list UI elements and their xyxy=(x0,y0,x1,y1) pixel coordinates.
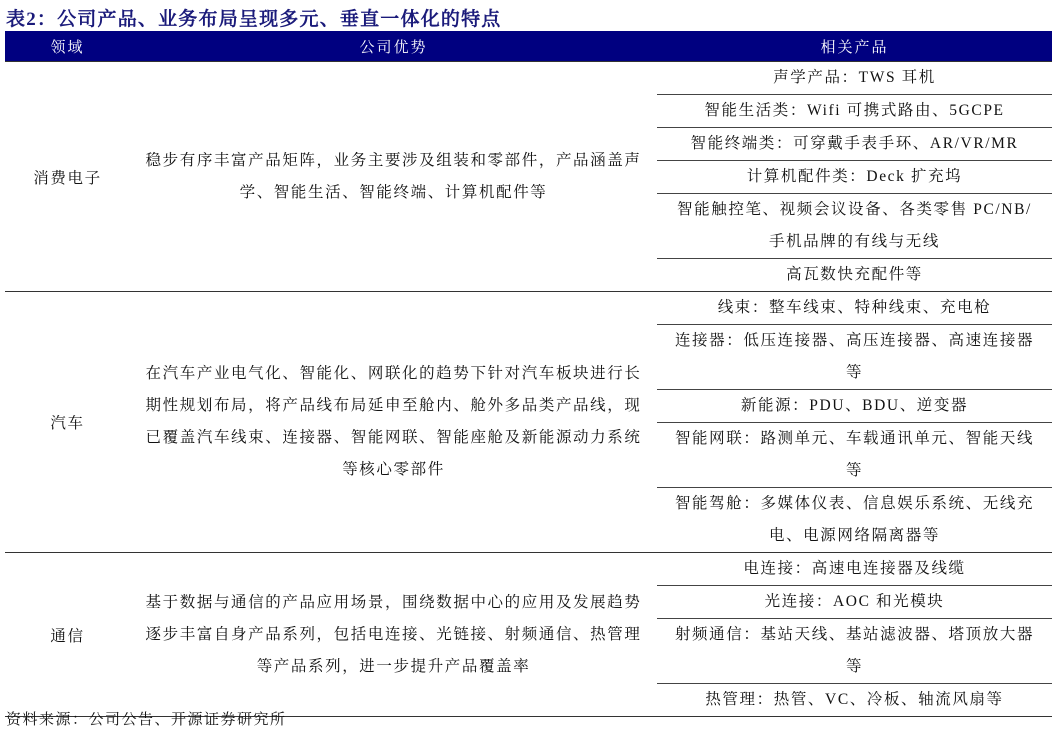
product-line: 新能源：PDU、BDU、逆变器 xyxy=(740,397,969,414)
product-line: 智能网联：路测单元、车载通讯单元、智能天线 xyxy=(674,430,1035,447)
product-line: 射频通信：基站天线、基站滤波器、塔顶放大器 xyxy=(674,626,1035,643)
advantage-line: 等产品系列，进一步提升产品覆盖率 xyxy=(256,657,531,675)
product-cell xyxy=(657,423,1052,488)
product-cell xyxy=(657,325,1052,390)
product-cell xyxy=(657,488,1052,553)
table-row xyxy=(5,62,1052,95)
product-line: 等 xyxy=(845,462,864,479)
advantage-line: 学、智能生活、智能终端、计算机配件等 xyxy=(239,183,548,201)
product-line: 计算机配件类：Deck 扩充坞 xyxy=(746,168,963,185)
advantage-line: 逐步丰富自身产品系列，包括电连接、光链接、射频通信、热管理 xyxy=(145,625,642,643)
product-cell xyxy=(657,128,1052,161)
product-line: 智能驾舱：多媒体仪表、信息娱乐系统、无线充 xyxy=(674,495,1035,512)
header-domain: 领域 xyxy=(5,31,130,62)
product-cell xyxy=(657,586,1052,619)
product-line: 电、电源网络隔离器等 xyxy=(768,527,940,544)
product-table xyxy=(5,31,1052,717)
header-row xyxy=(5,31,1052,62)
advantage-line: 等核心零部件 xyxy=(342,461,445,478)
source-note: 资料来源：公司公告、开源证券研究所 xyxy=(6,712,287,728)
product-line: 手机品牌的有线与无线 xyxy=(768,233,940,250)
table-row xyxy=(5,553,1052,586)
advantage-line: 在汽车产业电气化、智能化、网联化的趋势下针对汽车板块进行长 xyxy=(145,365,642,382)
product-cell xyxy=(657,194,1052,259)
product-cell xyxy=(657,161,1052,194)
table-row xyxy=(5,292,1052,325)
domain-cell: 消费电子 xyxy=(5,62,130,292)
advantage-line: 稳步有序丰富产品矩阵，业务主要涉及组装和零部件，产品涵盖声 xyxy=(145,151,642,169)
product-line: 等 xyxy=(845,364,864,381)
product-cell xyxy=(657,619,1052,684)
advantage-line: 已覆盖汽车线束、连接器、智能网联、智能座舱及新能源动力系统 xyxy=(145,429,642,446)
product-cell xyxy=(657,553,1052,586)
product-line: 等 xyxy=(845,658,864,675)
product-line: 高瓦数快充配件等 xyxy=(786,266,923,283)
product-line: 光连接：AOC 和光模块 xyxy=(764,593,945,610)
product-line: 线束：整车线束、特种线束、充电枪 xyxy=(717,299,992,316)
advantage-line: 基于数据与通信的产品应用场景，围绕数据中心的应用及发展趋势 xyxy=(145,593,642,611)
product-line: 智能触控笔、视频会议设备、各类零售 PC/NB/ xyxy=(677,201,1032,218)
table-title: 表2：公司产品、业务布局呈现多元、垂直一体化的特点 xyxy=(6,9,502,30)
product-cell xyxy=(657,259,1052,292)
product-line: 智能生活类：Wifi 可携式路由、5GCPE xyxy=(704,102,1005,119)
domain-cell: 通信 xyxy=(5,553,130,717)
product-line: 电连接：高速电连接器及线缆 xyxy=(743,560,966,577)
header-advantage: 公司优势 xyxy=(130,31,657,62)
advantage-cell xyxy=(130,292,657,553)
header-products: 相关产品 xyxy=(657,31,1052,62)
product-cell xyxy=(657,62,1052,95)
product-line: 声学产品：TWS 耳机 xyxy=(773,69,936,86)
advantage-line: 期性规划布局，将产品线布局延申至舱内、舱外多品类产品线，现 xyxy=(145,397,642,414)
product-line: 智能终端类：可穿戴手表手环、AR/VR/MR xyxy=(690,135,1019,152)
domain-cell: 汽车 xyxy=(5,292,130,553)
advantage-cell xyxy=(130,553,657,717)
product-cell xyxy=(657,390,1052,423)
product-line: 连接器：低压连接器、高压连接器、高速连接器 xyxy=(674,332,1035,349)
advantage-cell xyxy=(130,62,657,292)
product-cell xyxy=(657,292,1052,325)
product-cell xyxy=(657,684,1052,717)
product-cell xyxy=(657,95,1052,128)
product-line: 热管理：热管、VC、冷板、轴流风扇等 xyxy=(705,691,1004,708)
